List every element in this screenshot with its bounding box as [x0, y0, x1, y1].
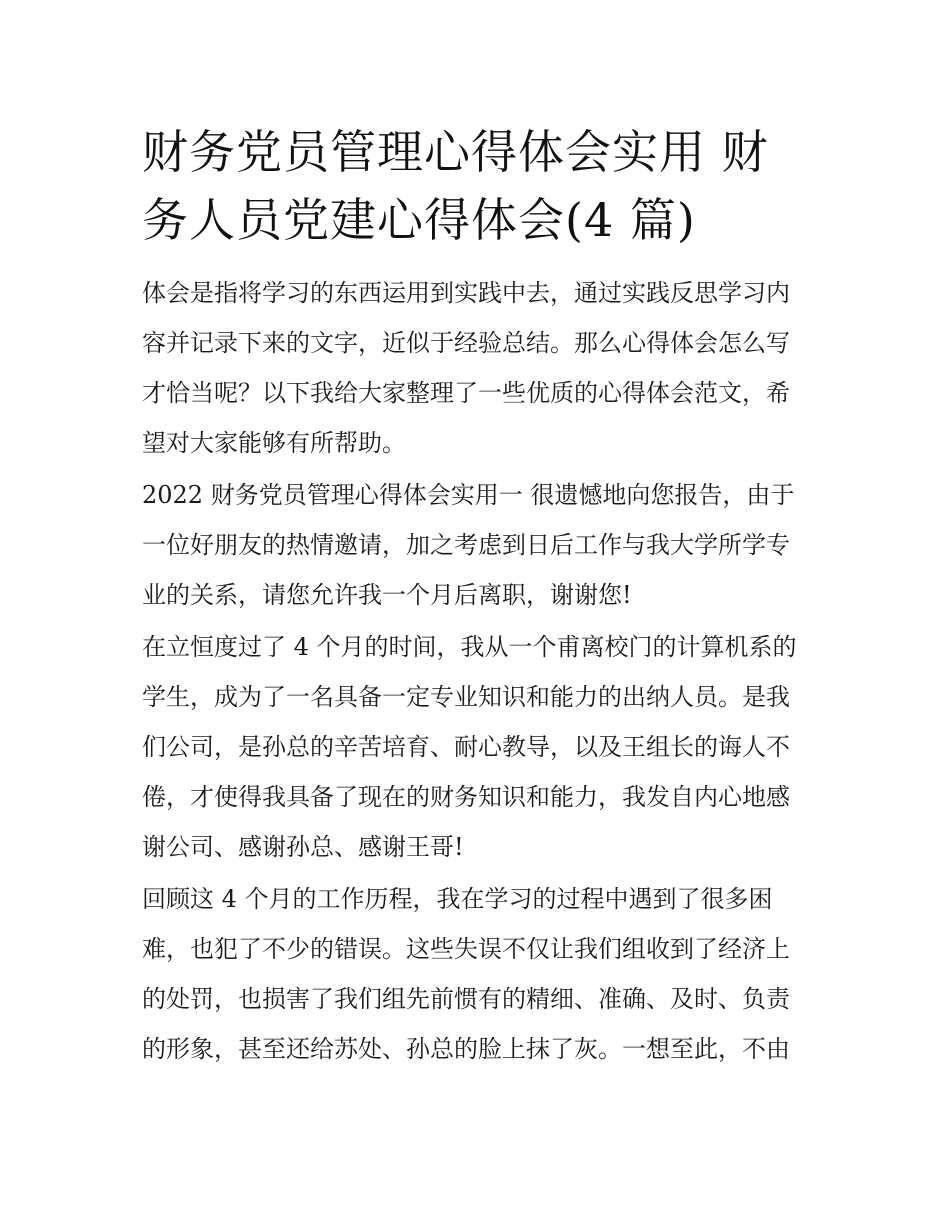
text-line: 业的关系，请您允许我一个月后离职，谢谢您!: [142, 581, 632, 609]
text-line: 的处罚，也损害了我们组先前惯有的精细、准确、及时、负责: [142, 985, 790, 1013]
text-line: 2022 财务党员管理心得体会实用一 很遗憾地向您报告，由于: [142, 481, 795, 509]
text-line: 的形象，甚至还给苏处、孙总的脸上抹了灰。一想至此，不由: [142, 1035, 790, 1063]
text-line: 容并记录下来的文字，近似于经验总结。那么心得体会怎么写: [142, 329, 790, 357]
text-line: 们公司，是孙总的辛苦培育、耐心教导，以及王组长的诲人不: [142, 733, 790, 761]
text-line: 倦，才使得我具备了现在的财务知识和能力，我发自内心地感: [142, 783, 790, 811]
text-line: 谢公司、感谢孙总、感谢王哥!: [142, 833, 464, 861]
title-line-2: 务人员党建心得体会(4 篇): [142, 193, 696, 247]
text-line: 才恰当呢？以下我给大家整理了一些优质的心得体会范文，希: [142, 379, 790, 407]
document-body: [142, 268, 814, 1074]
paragraph-intro: [142, 268, 814, 468]
text-line: 体会是指将学习的东西运用到实践中去，通过实践反思学习内: [142, 279, 790, 307]
text-line: 在立恒度过了 4 个月的时间，我从一个甫离校门的计算机系的: [142, 633, 797, 661]
text-line: 望对大家能够有所帮助。: [142, 429, 406, 457]
text-line: 难，也犯了不少的错误。这些失误不仅让我们组收到了经济上: [142, 935, 790, 963]
text-line: 回顾这 4 个月的工作历程，我在学习的过程中遇到了很多困: [142, 885, 773, 913]
paragraph-resignation: [142, 470, 814, 620]
text-line: 学生，成为了一名具备一定专业知识和能力的出纳人员。是我: [142, 683, 790, 711]
title-line-1: 财务党员管理心得体会实用 财: [142, 125, 769, 179]
paragraph-gratitude: [142, 622, 814, 872]
document-title: [142, 118, 814, 254]
text-line: 一位好朋友的热情邀请，加之考虑到日后工作与我大学所学专: [142, 531, 790, 559]
paragraph-review: [142, 874, 814, 1074]
document-page: [142, 118, 814, 1076]
